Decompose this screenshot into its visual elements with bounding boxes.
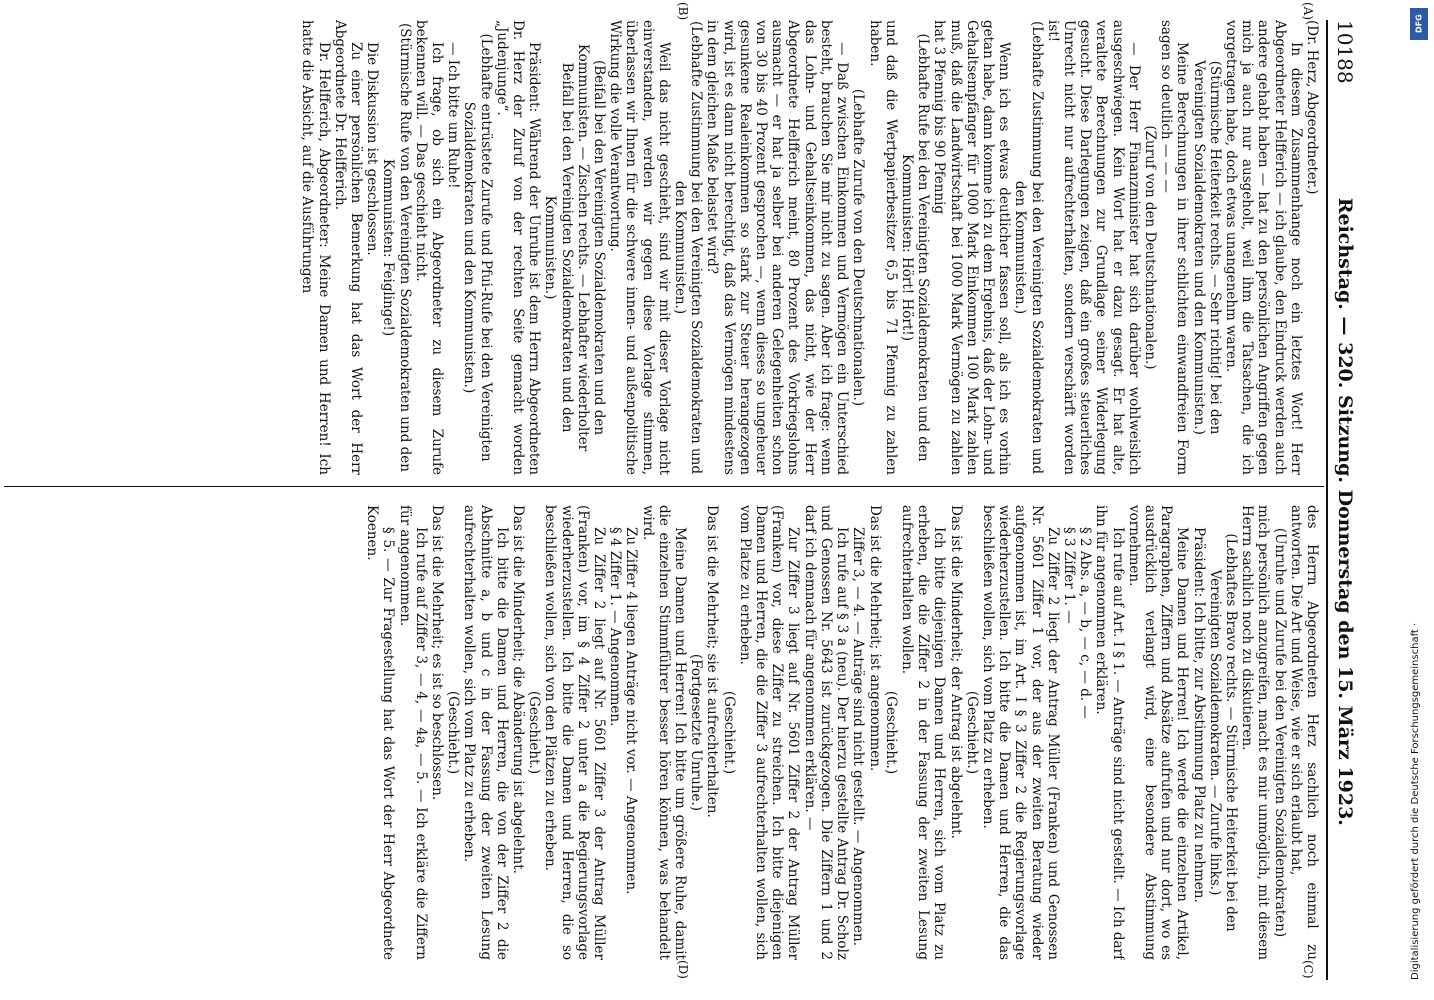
interjection: (Geschieht.) — [720, 690, 737, 775]
paragraph: In diesem Zusammenhange noch ein letztes Wort! Herr Abgeordneter Helfferich — ich glaube, den Eindruck werden auch andere gehabt haben — hat zu den persönlichen Angriffen gegen mich ja auch nur ausgeholt, weil ihm die Tatsachen, die ich vorgetragen habe, doch etwas unangenehm waren. — [1222, 20, 1304, 475]
interjection: (Unruhe und Zurufe bei den Vereinigten Sozialdemokraten) — [1271, 527, 1288, 938]
column-divider — [4, 486, 1324, 487]
page-header — [1330, 20, 1360, 980]
margin-marker-d: (D) — [676, 960, 690, 979]
paragraph: Das ist die Minderheit; die Abänderung ist abgelehnt. — [510, 505, 527, 874]
paragraph: Zu Ziffer 2 liegt der Antrag Müller (Franken) und Genossen Nr. 5601 Ziffer 1 vor, der aus der zweiten Beratung wieder aufgenommen ist, im Art. I § 3 Ziffer 2 die Regierungsvorlage wiederherzustellen. Ich bitte die Damen und Herren, die das beschließen wollen, sich vom Platz zu erheben. — [979, 505, 1061, 960]
page-number: 10188 — [1333, 20, 1357, 84]
paragraph: Die Diskussion ist geschlossen. — [364, 42, 381, 256]
paragraph: Wenn ich es etwas deutlicher fassen soll, als ich es vorhin getan habe, dann komme ich zu dem Ergebnis, daß der Lohn- und Gehaltsempfänger für 1000 Mark Einkommen 100 Mark zahlen muß, daß die Landwirtschaft bei 1000 Mark Vermögen zu zahlen hat 3 Pfennig bis 90 Pfennig — [931, 20, 1013, 475]
left-column — [10, 20, 1320, 475]
interjection: (Lebhafte Zustimmung bei den Vereinigten Sozialdemokraten und den Kommunisten.) — [672, 21, 705, 474]
paragraph: Zu Ziffer 2 liegt auf Nr. 5601 Ziffer 3 der Antrag Müller (Franken) vor, im § 4 Ziffer 2 unter a die Regierungsvorlage wiederherzustellen. Ich bitte die Damen und Herren, die so beschließen wollen, sich von den Plätzen zu erheben. — [542, 505, 608, 960]
header-rule — [1326, 20, 1328, 980]
interjection: (Fortgesetzte Unruhe.) — [688, 653, 705, 812]
paragraph: Ich rufe auf § 3 a (neu). Der hierzu gestellte Antrag Dr. Scholz und Genossen Nr. 5643 ist zurückgezogen. Die Ziffern 1 und 2 darf ich demnach für angenommen erklären. — — [801, 505, 851, 960]
interjection: (Beifall bei den Vereinigten Sozialdemokraten und den Kommunisten. — Zischen rechts. — Lebhafter wiederholter Beifall bei den Vereinigten Sozialdemokraten und den Kommunisten.) — [542, 43, 608, 452]
paragraph: Zur Ziffer 3 liegt auf Nr. 5601 Ziffer 2 der Antrag Müller (Franken) vor, diese Ziffer zu streichen. Ich bitte diejenigen Damen und Herren, die die Ziffer 3 aufrechterhalten wollen, sich vom Platze zu erheben. — [736, 505, 802, 960]
digitization-credit: Digitalisierung gefördert durch die Deutsche Forschungsgemeinschaft · — [1410, 622, 1421, 980]
paragraph: Ich rufe auf Ziffer 3, — 4, — 4a, — 5. — Ich erkläre die Ziffern für angenommen. — [396, 505, 429, 960]
paragraph: Zu Ziffer 4 liegen Anträge nicht vor. — Angenommen. — [623, 527, 640, 895]
margin-marker-c: (C) — [1301, 960, 1315, 979]
interjection: (Stürmische Rufe von den Vereinigten Sozialdemokraten und den Kommunisten: Feiglinge!) — [380, 23, 413, 472]
interjection: (Lebhafte entrüstete Zurufe und Pfui-Rufe bei den Vereinigten Sozialdemokraten und den Kommunisten.) — [461, 33, 494, 462]
paragraph: Ich bitte diejenigen Damen und Herren, sich vom Platz zu erheben, die die Ziffer 2 in der Fassung der zweiten Lesung aufrechterhalten wollen. — [898, 505, 948, 960]
paragraph: Das ist die Mehrheit; ist angenommen. — [866, 505, 883, 772]
paragraph: Meine Damen und Herren! Ich bitte um größere Ruhe, damit die einzelnen Stimmführer besser hören können, was behandelt wird. — [639, 505, 689, 960]
paragraph: — Ich bitte um Ruhe! — [445, 42, 462, 189]
paragraph: § 5. — Zur Fragestellung hat das Wort der Herr Abgeordnete Koenen. — [364, 505, 397, 960]
paragraph: Präsident: Während der Unruhe ist dem Herrn Abgeordneten Dr. Herz der Zuruf von der rechten Seite gemacht worden „Judenjunge“. — [493, 20, 543, 475]
paragraph: § 2 Abs. a, — b, — c, — d. — — [1077, 527, 1094, 719]
paragraph: (Dr. Herz, Abgeordneter.) — [1304, 20, 1320, 195]
paragraph: Das ist die Mehrheit; es ist so beschlossen. — [429, 505, 446, 801]
paragraph: Ich bitte die Damen und Herren, die von der Ziffer 2 die Abschnitte a, b und c in der Fassung der zweiten Lesung aufrechterhalten wollen, sich vom Platz zu erheben. — [461, 505, 510, 960]
paragraph: Zu einer persönlichen Bemerkung hat das Wort der Herr Abgeordnete Dr. Helfferich. — [331, 20, 365, 475]
paragraph: Ich rufe auf Art. I § 1. — Anträge sind nicht gestellt. — Ich darf ihn für angenommen erklären. — [1093, 505, 1126, 960]
right-column — [10, 505, 1320, 960]
interjection: (Zuruf von den Deutschnationalen.) — [1141, 125, 1158, 370]
interjection: (Geschieht.) — [882, 690, 899, 775]
paragraph: Dr. Helfferich, Abgeordneter: Meine Damen und Herren! Ich hatte die Absicht, auf die Ausführungen — [299, 20, 332, 475]
paragraph: Präsident: Ich bitte, zur Abstimmung Platz zu nehmen. — [1190, 527, 1207, 903]
paragraph: Meine Berechnungen in ihrer schlichten einwandfreien Form sagen so deutlich — — — — [1158, 20, 1191, 475]
paragraph: und daß die Wertpapierbesitzer 6,5 bis 71 Pfennig zu zahlen haben. — [866, 20, 899, 475]
paragraph: § 3 Ziffer 1. — — [1060, 527, 1077, 624]
interjection: (Geschieht.) — [963, 690, 980, 775]
paragraph: — Daß zwischen Einkommen und Vermögen ein Unterschied besteht, brauchen Sie mir nicht zu sagen. Aber ich frage: wenn das Lohn- und Gehaltseinkommen, das nicht, wie der Herr Abgeordnete Helfferich meint, 80 Prozent des Vorkriegslohns ausmacht — er hat ja selber bei anderen Gelegenheiten schon von 30 bis 40 Prozent gesprochen —, wenn dieses so ungeheuer gesunkene Realeinkommen so stark zur Steuer herangezogen wird, ist es dann nicht berechtigt, daß das Vermögen mindestens in dem gleichen Maße belastet wird? — [704, 20, 851, 475]
interjection: (Lebhafte Zurufe von den Deutschnationalen.) — [850, 88, 867, 407]
dfg-logo: DFG — [1410, 8, 1428, 40]
interjection: (Lebhafte Zustimmung bei den Vereinigten Sozialdemokraten und den Kommunisten.) — [1012, 21, 1045, 474]
paragraph: Das ist die Minderheit; der Antrag ist abgelehnt. — [947, 505, 964, 839]
interjection: (Geschieht.) — [526, 690, 543, 775]
paragraph: Ich frage, ob sich ein Abgeordneter zu diesem Zurufe bekennen will. — Das geschieht nicht. — [412, 20, 446, 475]
interjection: (Geschieht.) — [445, 690, 462, 775]
margin-marker-b: (B) — [676, 2, 690, 21]
interjection: (Stürmische Heiterkeit rechts. — Sehr richtig! bei den Vereinigten Sozialdemokraten und den Kommunisten.) — [1190, 60, 1223, 435]
digitization-sidebar — [1406, 0, 1432, 1000]
margin-marker-a: (A) — [1301, 2, 1315, 21]
interjection: (Lebhafte Rufe bei den Vereinigten Sozialdemokraten und den Kommunisten: Hört! Hört!) — [898, 33, 932, 462]
paragraph: Weil das nicht geschieht, sind wir mit dieser Vorlage nicht einverstanden, werden wir gegen diese Vorlage stimmen, überlassen wir Ihnen für die schwere innen- und außenpolitische Wirkung die volle Verantwortung. — [607, 20, 672, 475]
paragraph: Ziffer 3, — 4. — Anträge sind nicht gestellt. — Angenommen. — [850, 527, 867, 946]
paragraph: Das ist die Mehrheit; sie ist aufrechterhalten. — [704, 505, 721, 818]
paragraph: § 4 Ziffer 1. — Angenommen. — [607, 527, 624, 727]
interjection: (Lebhaftes Bravo rechts. — Stürmische Heiterkeit bei den Vereinigten Sozialdemokraten. — Zurufe links.) — [1206, 533, 1239, 932]
paragraph: Meine Damen und Herren! Ich werde die einzelnen Artikel, Paragraphen, Ziffern und Absätze aufrufen und nur dort, wo es ausdrücklich verlangt wird, eine besondere Abstimmung vornehmen. — [1125, 505, 1191, 960]
paragraph: — Der Herr Finanzminister hat sich darüber wohlweislich ausgeschwiegen. Kein Wort hat er dazu gesagt. Er hat alte, veraltete Berechnungen zur Grundlage seiner Widerlegung gesucht. Diese Darlegungen zeigen, daß ein großes steuerliches Unrecht nicht nur aufrechterhalten, sondern verschärft worden ist! — [1044, 20, 1142, 475]
paragraph: des Herrn Abgeordneten Herz sachlich noch einmal zu antworten. Die Art und Weise, wie er sich erlaubt hat, — [1287, 505, 1320, 960]
page-title: Reichstag. — 320. Sitzung. Donnerstag den 15. März 1923. — [1334, 197, 1356, 826]
paragraph: mich persönlich anzugreifen, macht es mir unmöglich, mit diesem Herrn sachlich noch zu diskutieren. — [1239, 505, 1272, 960]
